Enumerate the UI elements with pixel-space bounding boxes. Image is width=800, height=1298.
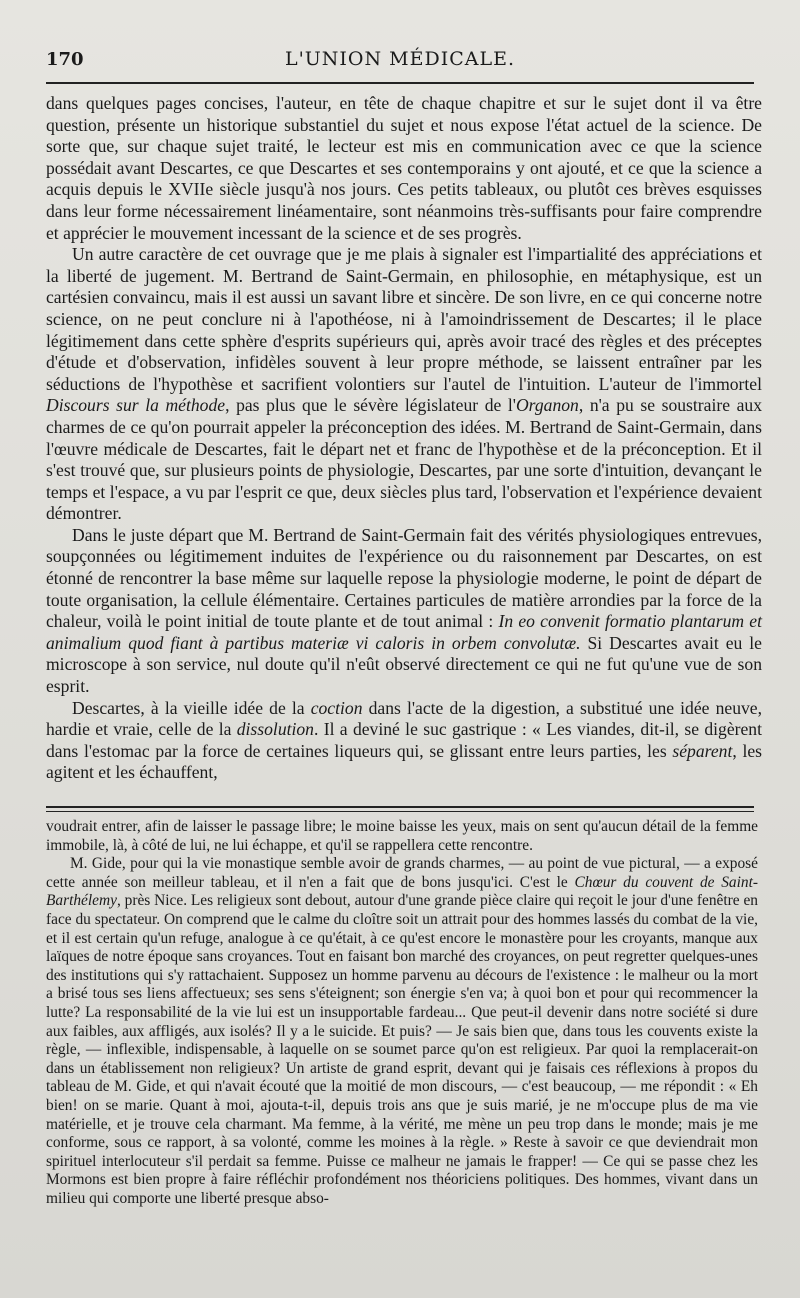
latin-quote: In eo convenit formatio plantarum et animalium quod fiant à partibus materiæ vi caloris in orbem convolutæ. (46, 611, 762, 653)
paragraph-2 (46, 244, 762, 525)
title-organon: Organon (515, 395, 579, 416)
term-separent: séparent (672, 740, 733, 761)
feuilleton-paragraph-1-text: voudrait entrer, afin de laisser le passage libre; le moine baisse les yeux, mais on sent qu'aucun détail de la femme immobile, là, à côté de lui, ne lui échappe, et qu'il se rappellera cette rencontre. (46, 818, 758, 854)
feuilleton-separator (46, 806, 754, 812)
title-discours: Discours sur la méthode (46, 395, 226, 416)
paragraph-4-text-a: Descartes, à la vieille idée de la (72, 697, 311, 718)
paragraph-4-text-d: , les agitent et les échauffent, (46, 740, 762, 783)
paragraph-2-text-b: , pas plus que le sévère législateur de l' (225, 395, 516, 416)
running-head: L'UNION MÉDICALE. (284, 48, 516, 70)
term-coction: coction (310, 697, 363, 718)
feuilleton-paragraph-2-text-b: , près Nice. Les religieux sont debout, autour d'une grande pièce claire qui reçoit le jour d'une fenêtre en face du spectateur. On comprend que le calme du cloître soit un attrait pour des hommes lassés du combat de la vie, et il est certain qu'un refuge, analogue à ce qu'était, à ce qu'est encore le monastère pour les croyants, manque aux laïques de notre époque sans croyances. Tout en faisant bon marché des croyances, on peut regretter quelques-unes des institutions qui s'y rattachaient. Supposez un homme parvenu au décours de l'existence : le malheur ou la mort a brisé tous ses liens affectueux; ses sens s'éteignent; son énergie s'en va; à quoi bon et pour qui recommencer la lutte? La responsabilité de la vie lui est un insupportable fardeau... Que peut-il devenir dans notre société si dure aux faibles, aux affligés, aux isolés? Il y a le suicide. Et puis? — Je sais bien que, dans tous les couvents existe la règle, — inflexible, indispensable, à laquelle on se soumet parce qu'on est religieux. Par quoi la remplacerait-on dans un établissement non religieux? Un artiste de grand esprit, devant qui je faisais ces réflexions à propos du tableau de M. Gide, et qui n'avait écouté que la moitié de mon discours, — c'est beaucoup, — me répondit : « Eh bien! on se marie. Quant à moi, ajouta-t-il, depuis trois ans que je suis marié, je ne m'occupe plus de ma vie matérielle, et je trouve cela charmant. Ma femme, à la vérité, me mène un peu trop dans le monde; mais je me conforme, sous ce rapport, à sa volonté, comme les moines à la règle. » Reste à savoir ce que deviendrait mon spirituel interlocuteur s'il perdait sa femme. Puisse ce malheur ne jamais le frapper! — Ce qui se passe chez les Mormons est bien propre à faire réfléchir profondément nos théoriciens politiques. Des hommes, vivant dans un milieu qui comporte une liberté presque abso- (46, 892, 758, 1207)
feuilleton-paragraph-1 (46, 818, 758, 855)
main-article (46, 93, 762, 784)
term-dissolution: dissolution (236, 719, 314, 740)
paragraph-4-text-b: dans l'acte de la digestion, a substitué une idée neuve, hardie et vraie, celle de la (46, 697, 763, 740)
paragraph-3 (46, 525, 762, 698)
feuilleton-paragraph-2 (46, 855, 758, 1208)
paragraph-4-text-c: . Il a deviné le suc gastrique : « Les viandes, dit-il, se digèrent dans l'estomac par la force de certaines liqueurs qui, se glissant entre leurs parties, les (46, 719, 762, 761)
paragraph-3-text-b: Si Descartes avait eu le microscope à son service, nul doute qu'il n'eût observé directement ce qui ne fut qu'une vue de son esprit. (46, 632, 762, 697)
paragraph-1-text: dans quelques pages concises, l'auteur, en tête de chaque chapitre et sur le sujet dont il va être question, présente un historique substantiel du sujet et nous expose l'état actuel de la science. De sorte que, sur chaque sujet traité, le lecteur est mis en communication avec ce que la science possédait avant Descartes, ce que Descartes et ses contemporains y ont ajouté, et ce que la science a acquis depuis le XVIIe siècle jusqu'à nos jours. Ces petits tableaux, ou plutôt ces brèves esquisses dans leur forme nécessairement linéamentaire, sont néanmoins très-suffisants pour faire comprendre et apprécier le mouvement incessant de la science et de ses progrès. (46, 93, 762, 243)
paragraph-2-text-c: , n'a pu se soustraire aux charmes de ce qu'on pourrait appeler la préconception des idées. M. Bertrand de Saint-Germain, dans l'œuvre médicale de Descartes, fait le départ net et franc de l'hypothèse et de la préconception. Et il s'est trouvé que, sur plusieurs points de physiologie, Descartes, par une sorte d'intuition, devançant le temps et l'espace, a vu par l'esprit ce que, deux siècles plus tard, l'observation et l'expérience devaient démontrer. (46, 395, 763, 524)
page-header (46, 48, 754, 84)
paragraph-3-text-a: Dans le juste départ que M. Bertrand de Saint-Germain fait des vérités physiologiques entrevues, soupçonnées ou légitimement induites de l'expérience ou du raisonnement par Descartes, on est étonné de rencontrer la base même sur laquelle repose la physiologie moderne, le point de départ de toute organisation, la cellule élémentaire. Certaines particules de matière arrondies par la force de la chaleur, voilà le point initial de toute plante et de tout animal : (46, 524, 762, 632)
feuilleton-paragraph-2-text-a: M. Gide, pour qui la vie monastique semble avoir de grands charmes, — au point de vue pictural, — a exposé cette année son meilleur tableau, et il n'en a fait que de bons jusqu'ici. C'est le (46, 855, 758, 891)
painting-title: Chœur du couvent de Saint-Barthélemy (46, 873, 758, 910)
paragraph-2-text-a: Un autre caractère de cet ouvrage que je me plais à signaler est l'impartialité des appréciations et la liberté de jugement. M. Bertrand de Saint-Germain, en philosophie, en métaphysique, est un cartésien convaincu, mais il est aussi un savant libre et sincère. De son livre, en ce qui concerne notre science, on ne peut conclure ni à l'apothéose, ni à l'amoindrissement de Descartes; il le place légitimement dans cette sphère d'esprits supérieurs qui, après avoir tracé des règles et des préceptes d'étude et d'observation, infidèles souvent à leur propre méthode, se laissent entraîner par les séductions de l'hypothèse et sacrifient volontiers sur l'autel de l'intuition. L'auteur de l'immortel (46, 244, 762, 394)
paragraph-4 (46, 698, 762, 784)
feuilleton (46, 818, 758, 1208)
page-number: 170 (46, 49, 84, 70)
paragraph-1 (46, 93, 762, 244)
